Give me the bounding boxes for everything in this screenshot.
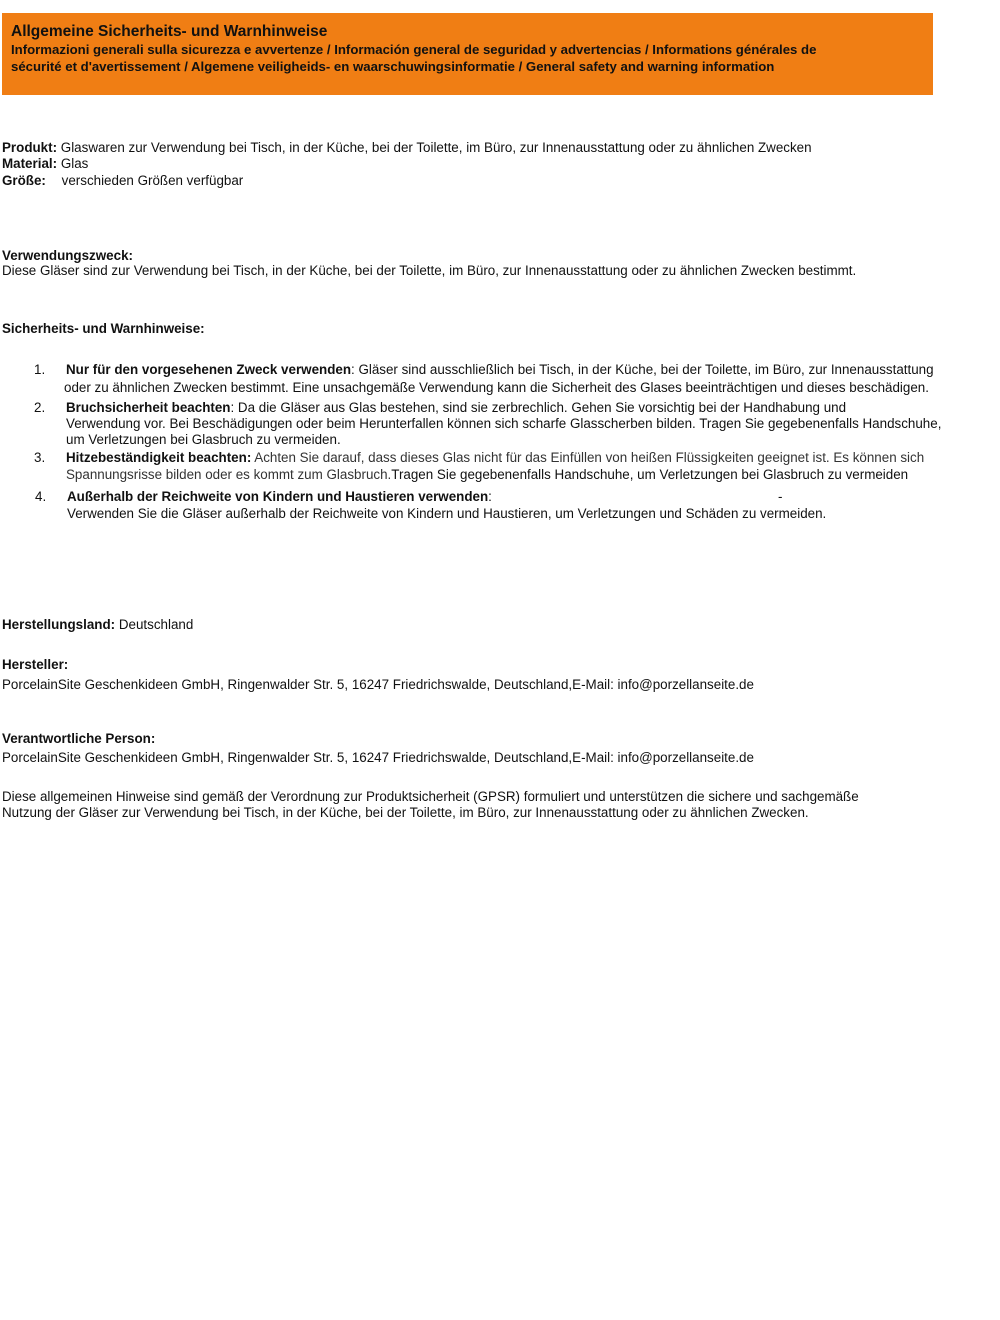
safety-item-number: 3.: [34, 450, 46, 465]
responsible-section: [2, 731, 754, 766]
size-value: verschieden Größen verfügbar: [61, 173, 244, 188]
footer-line-1: Diese allgemeinen Hinweise sind gemäß der Verordnung zur Produktsicherheit (GPSR) formuliert und unterstützen die sichere und sachgemäße: [2, 789, 859, 804]
origin-row: [2, 617, 193, 633]
header-subtitle-line-2: sécurité et d'avertissement / Algemene veiligheids- en waarschuwingsinformatie / General safety and warning information: [11, 59, 775, 74]
material-row: [2, 156, 812, 172]
safety-item-number: 4.: [35, 489, 47, 504]
safety-item-line-3: um Verletzungen bei Glasbruch zu vermeiden.: [66, 432, 341, 447]
safety-item-title: Nur für den vorgesehenen Zweck verwenden: [66, 362, 352, 377]
manufacturer-section: [2, 657, 754, 693]
responsible-text: PorcelainSite Geschenkideen GmbH, Ringenwalder Str. 5, 16247 Friedrichswalde, Deutschland,E-Mail: info@porzellanseite.de: [2, 750, 754, 765]
safety-item-title: Außerhalb der Reichweite von Kindern und Haustieren verwenden: [67, 489, 489, 504]
footer-line-2: Nutzung der Gläser zur Verwendung bei Tisch, in der Küche, bei der Toilette, im Büro, zur Innenausstattung oder zu ähnlichen Zwecken.: [2, 805, 809, 820]
product-value: Glaswaren zur Verwendung bei Tisch, in der Küche, bei der Toilette, im Büro, zur Innenausstattung oder zu ähnlichen Zwecken: [60, 140, 812, 155]
origin-label: Herstellungsland:: [2, 617, 116, 632]
safety-item-line-1: [66, 400, 846, 416]
size-label: Größe:: [2, 173, 46, 188]
safety-item-line-2: [66, 467, 908, 483]
material-value: Glas: [60, 156, 89, 171]
safety-item-number: 2.: [34, 400, 46, 415]
responsible-heading: Verantwortliche Person:: [2, 731, 156, 746]
safety-item-colon: :: [488, 489, 492, 504]
material-label: Material:: [2, 156, 58, 171]
purpose-text: Diese Gläser sind zur Verwendung bei Tisch, in der Küche, bei der Toilette, im Büro, zur Innenausstattung oder zu ähnlichen Zwecken bestimmt.: [2, 263, 857, 278]
safety-item-line-2: Verwendung vor. Bei Beschädigungen oder beim Herunterfallen können sich scharfe Glasscherben bilden. Tragen Sie gegebenenfalls Handschuhe,: [66, 416, 942, 431]
safety-item-text-a: Spannungsrisse bilden oder es kommt zum Glasbruch.: [66, 467, 392, 482]
manufacturer-heading: Hersteller:: [2, 657, 69, 672]
manufacturer-text: PorcelainSite Geschenkideen GmbH, Ringenwalder Str. 5, 16247 Friedrichswalde, Deutschland,E-Mail: info@porzellanseite.de: [2, 677, 754, 692]
page-title: Allgemeine Sicherheits- und Warnhinweise: [11, 23, 328, 40]
header-subtitle-line-1: Informazioni generali sulla sicurezza e avvertenze / Información general de seguridad y advertencias / Informations générales de: [11, 42, 817, 57]
safety-item-dash: -: [778, 489, 783, 504]
safety-item-line-1: [66, 362, 934, 378]
purpose-section: [2, 248, 856, 279]
safety-item-line-1: [67, 489, 492, 505]
product-info: [2, 140, 812, 189]
safety-item-title: Bruchsicherheit beachten: [66, 400, 231, 415]
safety-item-title: Hitzebeständigkeit beachten:: [66, 450, 252, 465]
product-label: Produkt:: [2, 140, 58, 155]
purpose-heading: Verwendungszweck:: [2, 248, 133, 263]
safety-item-text: : Da die Gläser aus Glas bestehen, sind sie zerbrechlich. Gehen Sie vorsichtig bei der Handhabung und: [230, 400, 847, 415]
safety-item-text: : Gläser sind ausschließlich bei Tisch, in der Küche, bei der Toilette, im Büro, zur Innenausstattung: [351, 362, 934, 377]
safety-item-text: Achten Sie darauf, dass dieses Glas nicht für das Einfüllen von heißen Flüssigkeiten geeignet ist. Es können sich: [254, 450, 925, 465]
safety-heading: Sicherheits- und Warnhinweise:: [2, 321, 205, 336]
footer-note: [2, 789, 859, 821]
size-row: [2, 173, 812, 189]
safety-item-text-b: Tragen Sie gegebenenfalls Handschuhe, um Verletzungen bei Glasbruch zu vermeiden: [391, 467, 909, 482]
safety-item-line-2: oder zu ähnlichen Zwecken bestimmt. Eine unsachgemäße Verwendung kann die Sicherheit des Glases beeinträchtigen und dieses beschädigen.: [64, 380, 929, 395]
safety-item-line-2: Verwenden Sie die Gläser außerhalb der Reichweite von Kindern und Haustieren, um Verletzungen und Schäden zu vermeiden.: [67, 506, 827, 521]
product-row: [2, 140, 812, 156]
safety-item-line-1: [66, 450, 924, 466]
safety-item-number: 1.: [34, 362, 46, 377]
origin-value: Deutschland: [118, 617, 194, 632]
header-banner: [2, 13, 933, 95]
